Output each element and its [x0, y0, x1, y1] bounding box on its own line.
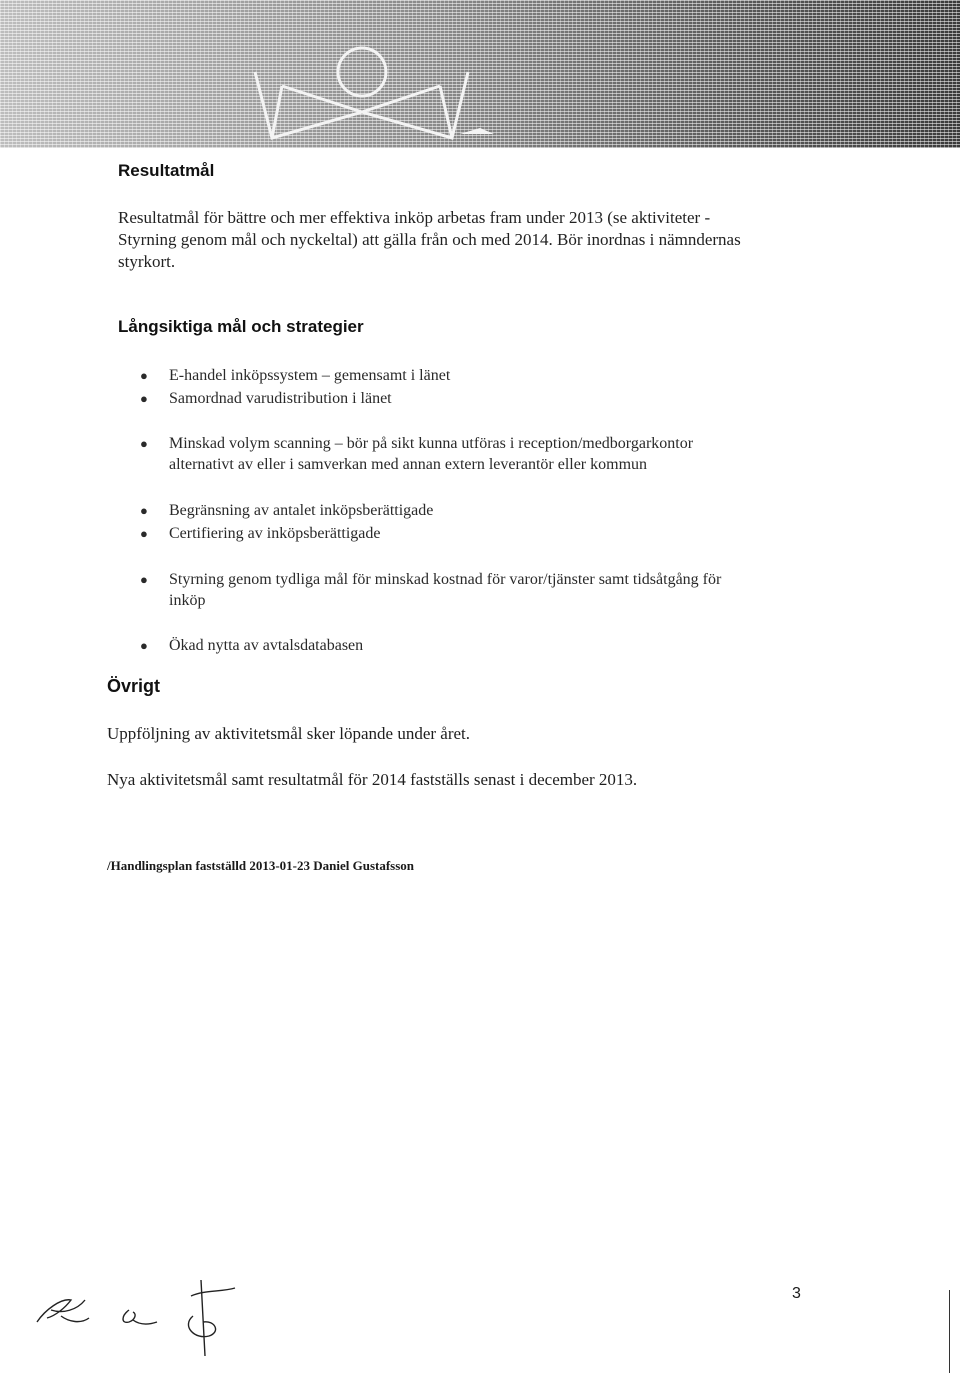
list-item-text: Styrning genom tydliga mål för minskad kostnad för varor/tjänster samt tidsåtgång för: [169, 571, 722, 588]
section-heading-resultatmal: Resultatmål: [118, 161, 215, 180]
header-banner: [0, 0, 960, 148]
bullet-icon: ●: [140, 572, 148, 587]
list-item-text: Certifiering av inköpsberättigade: [169, 525, 381, 542]
list-item-text: E-handel inköpssystem – gemensamt i länet: [169, 367, 451, 384]
list-item-text: Samordnad varudistribution i länet: [169, 390, 392, 407]
bullet-icon: ●: [140, 638, 148, 653]
section-heading-langsiktiga: Långsiktiga mål och strategier: [118, 317, 364, 336]
adoption-note: /Handlingsplan fastställd 2013-01-23 Daniel Gustafsson: [107, 858, 415, 873]
page-number: 3: [792, 1285, 801, 1302]
list-item-text: Minskad volym scanning – bör på sikt kunna utföras i reception/medborgarkontor: [169, 435, 694, 452]
paragraph-line: styrkort.: [118, 252, 176, 271]
bullet-icon: ●: [140, 526, 148, 541]
list-item-text: alternativt av eller i samverkan med annan extern leverantör eller kommun: [169, 456, 648, 473]
ovrigt-line: Nya aktivitetsmål samt resultatmål för 2014 fastställs senast i december 2013.: [107, 770, 638, 789]
paragraph-line: Styrning genom mål och nyckeltal) att gälla från och med 2014. Bör inordnas i nämndernas: [118, 230, 741, 249]
page-edge-rule: [949, 1290, 950, 1373]
regional-logo-icon: [0, 0, 960, 148]
bullet-icon: ●: [140, 436, 148, 451]
bullet-icon: ●: [140, 503, 148, 518]
bullet-icon: ●: [140, 368, 148, 383]
list-item-text: Ökad nytta av avtalsdatabasen: [169, 637, 364, 654]
bullet-icon: ●: [140, 391, 148, 406]
ovrigt-line: Uppföljning av aktivitetsmål sker löpande under året.: [107, 724, 471, 743]
handwritten-initials-icon: [25, 1270, 265, 1360]
list-item-text: Begränsning av antalet inköpsberättigade: [169, 502, 434, 519]
section-heading-ovrigt: Övrigt: [107, 676, 161, 696]
list-item-text: inköp: [169, 592, 206, 609]
paragraph-line: Resultatmål för bättre och mer effektiva inköp arbetas fram under 2013 (se aktiviteter -: [118, 208, 711, 227]
